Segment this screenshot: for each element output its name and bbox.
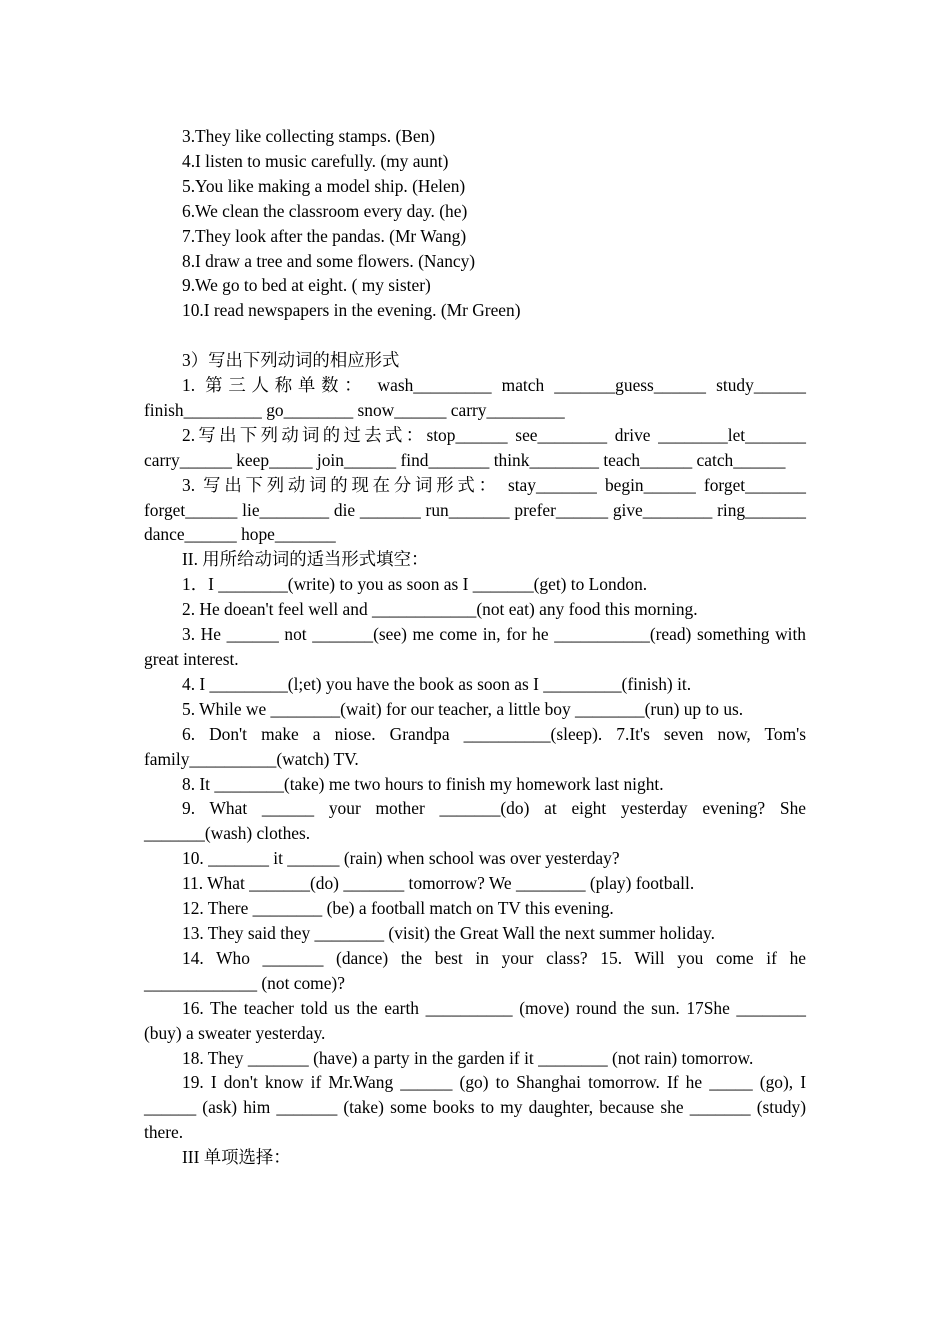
section-ii-heading: II. 用所给动词的适当形式填空： [182,549,429,570]
exercise-item: 1．I ________(write) to you as soon as I _______(get) to London. [182,574,648,595]
sentence-line: 8.I draw a tree and some flowers. (Nancy) [182,250,476,271]
section-iii-heading: III 单项选择： [182,1147,291,1168]
exercise-item: 2. He doean't feel well and ____________(not eat) any food this morning. [182,599,698,620]
exercise-item: 8. It ________(take) me two hours to finish my homework last night. [182,773,664,794]
sentence-line: 6.We clean the classroom every day. (he) [182,200,468,221]
exercise-item: 11. What _______(do) _______ tomorrow? We ________ (play) football. [182,873,695,894]
exercise-item: 3. He ______ not _______(see) me come in, for he ___________(read) something with great interest. [144,624,806,670]
sentence-line: 9.We go to bed at eight. ( my sister) [182,275,431,296]
exercise-item: 13. They said they ________ (visit) the Great Wall the next summer holiday. [182,922,715,943]
sentence-line: 7.They look after the pandas. (Mr Wang) [182,225,467,246]
sentence-line: 4.I listen to music carefully. (my aunt) [182,150,449,171]
sentence-line: 3.They like collecting stamps. (Ben) [182,126,436,146]
section-3-item-1: 1. 第三人称单数： wash_________ match _______guess______ study______ finish_________ go________ snow______ carry_________ [144,375,806,420]
blank-line [144,323,806,348]
exercise-item: 16. The teacher told us the earth __________ (move) round the sun. 17She ________ (buy) a sweater yesterday. [144,997,806,1043]
exercise-item: 10. _______ it ______ (rain) when school was over yesterday? [182,848,620,869]
exercise-item: 4. I _________(l;et) you have the book as soon as I _________(finish) it. [182,673,692,694]
exercise-item: 9. What ______ your mother _______(do) at eight yesterday evening? She _______(wash) clothes. [144,798,806,844]
exercise-item: 12. There ________ (be) a football match on TV this evening. [182,898,614,919]
section-3-item-3: 3. 写出下列动词的现在分词形式： stay_______ begin______ forget_______ forget______ lie________ die _______ run_______ prefer______ give________ ring_______ dance______ hope_______ [144,474,806,545]
section-3-item-2: 2.写出下列动词的过去式：stop______ see________ drive ________let_______ carry______ keep_____ join______ find_______ think________ teach______ catch______ [144,424,806,470]
section-3-heading: 3）写出下列动词的相应形式 [182,350,400,371]
exercise-item: 5. While we ________(wait) for our teacher, a little boy ________(run) up to us. [182,698,744,719]
sentence-line: 5.You like making a model ship. (Helen) [182,175,466,196]
document-page [144,124,806,1170]
exercise-item: 19. I don't know if Mr.Wang ______ (go) to Shanghai tomorrow. If he _____ (go), I ______ (ask) him _______ (take) some books to my daughter, because she _______ (study) there. [144,1072,806,1143]
exercise-item: 18. They _______ (have) a party in the garden if it ________ (not rain) tomorrow. [182,1047,754,1068]
exercise-item: 6. Don't make a niose. Grandpa __________(sleep). 7.It's seven now, Tom's family__________(watch) TV. [144,723,806,769]
exercise-item: 14. Who _______ (dance) the best in your class? 15. Will you come if he _____________ (not come)? [144,947,806,993]
sentence-line: 10.I read newspapers in the evening. (Mr Green) [182,300,521,321]
